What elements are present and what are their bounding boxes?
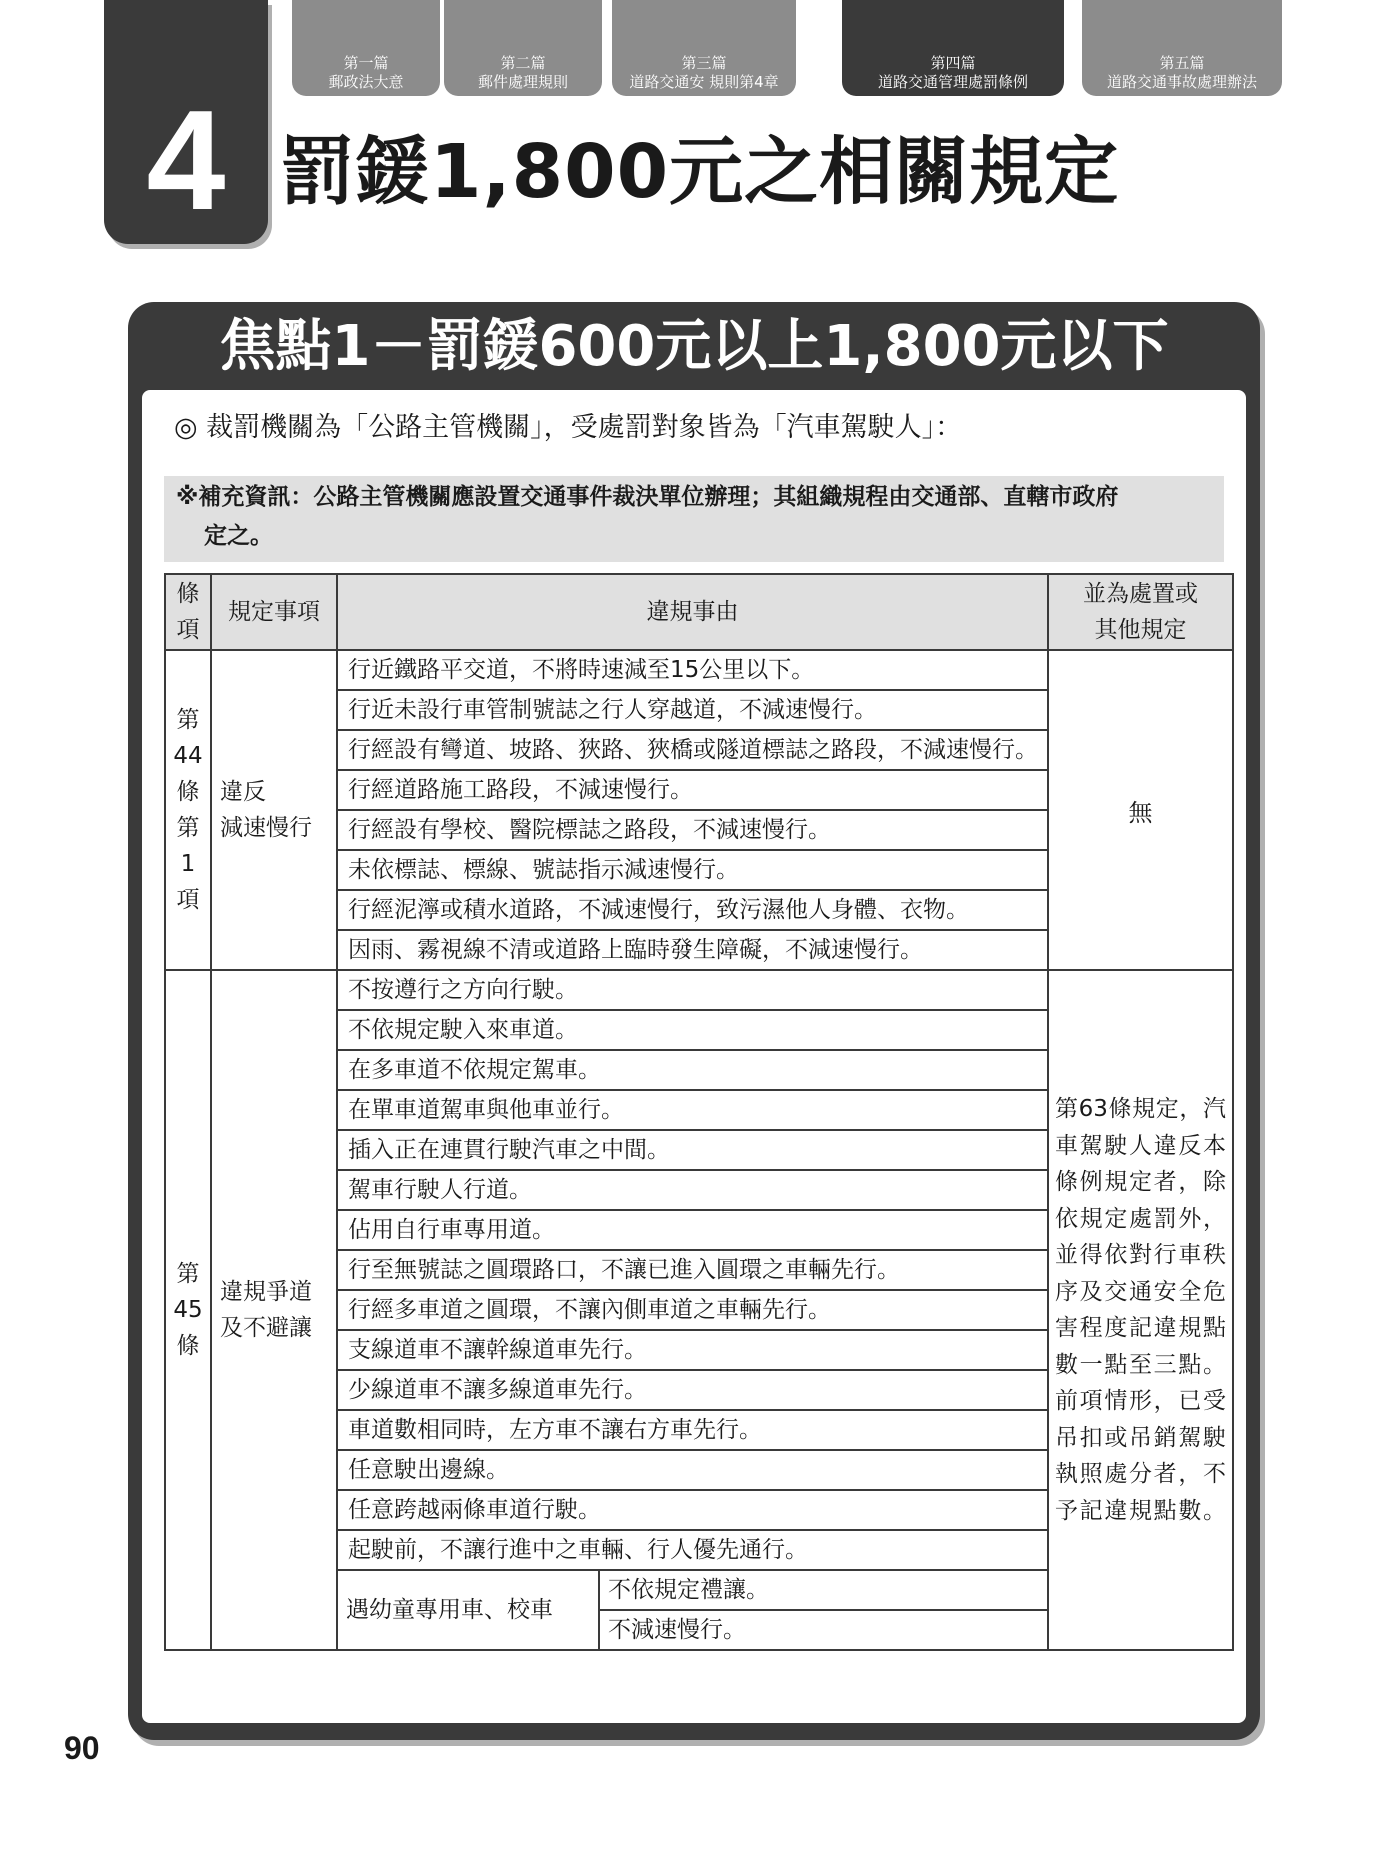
focus-content xyxy=(142,390,1246,1723)
table-header-row xyxy=(165,574,1233,650)
tab-part-3[interactable] xyxy=(612,0,796,96)
reason-cell: 行近鐵路平交道，不將時速減至15公里以下。 xyxy=(337,650,1048,690)
violation-table xyxy=(164,573,1234,1651)
header-reason: 違規事由 xyxy=(337,574,1048,650)
tab-part-2-number: 第二篇 xyxy=(500,54,546,72)
header-article xyxy=(165,574,211,650)
tab-part-2-title: 郵件處理規則 xyxy=(477,73,568,91)
article-char: 44 xyxy=(173,743,203,769)
reason-cell: 支線道車不讓幹線道車先行。 xyxy=(337,1330,1048,1370)
tab-part-5[interactable] xyxy=(1082,0,1282,96)
reason-cell: 行經泥濘或積水道路，不減速慢行，致污濕他人身體、衣物。 xyxy=(337,890,1048,930)
other-rule-cell: 第63條規定，汽車駕駛人違反本條例規定者，除依規定處罰外，並得依對行車秩序及交通安全危害程度記違規點數一點至三點。前項情形，已受吊扣或吊銷駕駛執照處分者，不予記違規點數。 xyxy=(1048,970,1233,1650)
article-char: 第 xyxy=(176,815,200,841)
reason-cell: 行經設有學校、醫院標誌之路段，不減速慢行。 xyxy=(337,810,1048,850)
penalty-authority-note: ◎ 裁罰機關為「公路主管機關」，受處罰對象皆為「汽車駕駛人」： xyxy=(174,412,963,443)
sub-group-label: 遇幼童專用車、校車 xyxy=(337,1570,599,1650)
matter-line: 違反 xyxy=(220,779,266,805)
reason-cell: 行經道路施工路段，不減速慢行。 xyxy=(337,770,1048,810)
reason-cell: 行經多車道之圓環，不讓內側車道之車輛先行。 xyxy=(337,1290,1048,1330)
chapter-number-block xyxy=(104,0,268,244)
article-cell xyxy=(165,650,211,970)
tab-part-4-number: 第四篇 xyxy=(930,54,976,72)
reason-cell: 任意駛出邊線。 xyxy=(337,1450,1048,1490)
article-char: 1 xyxy=(180,851,196,877)
header-article-text: 條項 xyxy=(176,581,200,643)
reason-cell: 駕車行駛人行道。 xyxy=(337,1170,1048,1210)
reason-cell: 行經設有彎道、坡路、狹路、狹橋或隧道標誌之路段，不減速慢行。 xyxy=(337,730,1048,770)
reason-cell: 車道數相同時，左方車不讓右方車先行。 xyxy=(337,1410,1048,1450)
matter-cell xyxy=(211,970,337,1650)
article-char: 條 xyxy=(176,779,200,805)
tab-part-3-number: 第三篇 xyxy=(681,54,727,72)
article-char: 項 xyxy=(176,887,200,913)
matter-line: 減速慢行 xyxy=(220,815,312,841)
reason-cell: 因雨、霧視線不清或道路上臨時發生障礙，不減速慢行。 xyxy=(337,930,1048,970)
header-other-line-2: 其他規定 xyxy=(1094,617,1187,643)
header-matter: 規定事項 xyxy=(211,574,337,650)
sub-group-item: 不依規定禮讓。 xyxy=(599,1570,1048,1610)
tab-part-1-title: 郵政法大意 xyxy=(328,73,404,91)
reason-cell: 插入正在連貫行駛汽車之中間。 xyxy=(337,1130,1048,1170)
reason-cell: 在多車道不依規定駕車。 xyxy=(337,1050,1048,1090)
sub-group-item: 不減速慢行。 xyxy=(599,1610,1048,1650)
reason-cell: 行近未設行車管制號誌之行人穿越道，不減速慢行。 xyxy=(337,690,1048,730)
supplementary-info-box xyxy=(164,476,1224,562)
chapter-title: 罰鍰1,800元之相關規定 xyxy=(280,129,1120,215)
focus-panel xyxy=(128,302,1260,1740)
chapter-number: 4 xyxy=(146,81,226,240)
supplementary-info-line-1: ※補充資訊：公路主管機關應設置交通事件裁決單位辦理；其組織規程由交通部、直轄市政府 xyxy=(176,484,1119,510)
reason-cell: 少線道車不讓多線道車先行。 xyxy=(337,1370,1048,1410)
reason-cell: 未依標誌、標線、號誌指示減速慢行。 xyxy=(337,850,1048,890)
header-other-line-1: 並為處置或 xyxy=(1083,581,1198,607)
other-rule-cell: 無 xyxy=(1048,650,1233,970)
tab-part-1-number: 第一篇 xyxy=(343,54,389,72)
article-char: 第 xyxy=(176,707,200,733)
reason-cell: 起駛前，不讓行進中之車輛、行人優先通行。 xyxy=(337,1530,1048,1570)
matter-cell xyxy=(211,650,337,970)
tab-part-4-title: 道路交通管理處罰條例 xyxy=(877,73,1028,91)
tab-part-4[interactable] xyxy=(842,0,1064,96)
tab-part-1[interactable] xyxy=(292,0,440,96)
violation-table-body xyxy=(165,650,1233,1650)
supplementary-info-line-2: 定之。 xyxy=(204,523,273,549)
matter-line: 違規爭道 xyxy=(220,1279,312,1305)
reason-cell: 不按遵行之方向行駛。 xyxy=(337,970,1048,1010)
reason-cell: 任意跨越兩條車道行駛。 xyxy=(337,1490,1048,1530)
tab-part-5-title: 道路交通事故處理辦法 xyxy=(1106,73,1257,91)
reason-cell: 不依規定駛入來車道。 xyxy=(337,1010,1048,1050)
article-char: 第 xyxy=(176,1261,200,1287)
focus-title: 焦點1－罰鍰600元以上1,800元以下 xyxy=(219,314,1169,379)
matter-line: 及不避讓 xyxy=(220,1315,312,1341)
article-char: 45 xyxy=(173,1297,203,1323)
table-row xyxy=(165,970,1233,1010)
tab-part-2[interactable] xyxy=(444,0,602,96)
reason-cell: 在單車道駕車與他車並行。 xyxy=(337,1090,1048,1130)
tab-part-5-number: 第五篇 xyxy=(1159,54,1205,72)
header-other xyxy=(1048,574,1233,650)
reason-cell: 佔用自行車專用道。 xyxy=(337,1210,1048,1250)
article-cell xyxy=(165,970,211,1650)
reason-cell: 行至無號誌之圓環路口，不讓已進入圓環之車輛先行。 xyxy=(337,1250,1048,1290)
article-char: 條 xyxy=(176,1333,200,1359)
page-number: 90 xyxy=(64,1730,100,1766)
tab-part-3-title: 道路交通安 規則第4章 xyxy=(629,73,779,91)
table-row xyxy=(165,650,1233,690)
